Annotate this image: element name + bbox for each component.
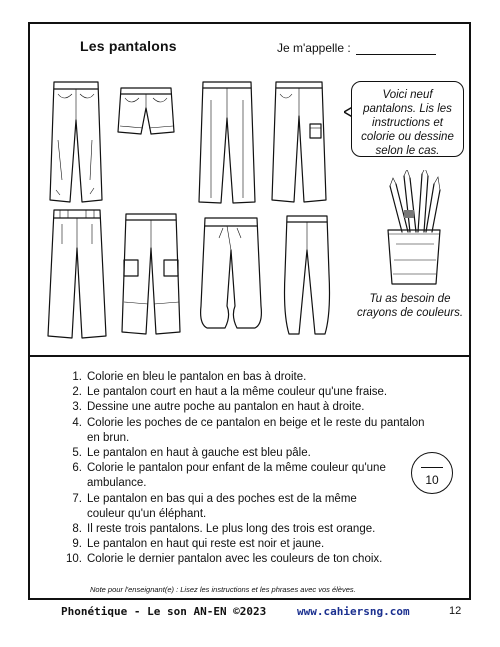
list-item: 8. Il reste trois pantalons. Le plus long des trois est orange. <box>72 523 376 536</box>
footer-title: Phonétique - Le son AN-EN ©2023 <box>61 605 267 618</box>
pants-leggings-bottom-right-icon <box>279 214 335 338</box>
pants-cargo-kids-icon <box>120 212 182 337</box>
list-item: 3. Dessine une autre poche au pantalon en haut à droite. <box>72 401 365 414</box>
name-label: Je m'appelle : <box>277 41 351 55</box>
shorts-icon <box>117 86 175 138</box>
score-total: 10 <box>425 473 439 487</box>
instruction-bubble: Voici neuf pantalons. Lis les instructions et colorie ou dessine selon le cas. <box>351 81 464 157</box>
pants-long-top-left-icon <box>48 80 104 205</box>
list-item: 2. Le pantalon court en haut a la même couleur qu'une fraise. <box>72 386 388 399</box>
page-title: Les pantalons <box>80 38 177 54</box>
name-input-line[interactable] <box>356 54 436 55</box>
footer-link[interactable]: www.cahiersng.com <box>297 605 410 618</box>
list-item: 9. Le pantalon en haut qui reste est noir et jaune. <box>72 538 325 551</box>
teacher-note: Note pour l'enseignant(e) : Lisez les instructions et les phrases avec vos élèves. <box>90 585 356 594</box>
list-item: 6. Colorie le pantalon pour enfant de la même couleur qu'une ambulance. <box>72 462 386 490</box>
page-number: 12 <box>449 605 462 617</box>
list-item: 5. Le pantalon en haut à gauche est bleu pâle. <box>72 447 311 460</box>
list-item: 4. Colorie les poches de ce pantalon en beige et le reste du pantalon en brun. <box>72 416 425 444</box>
pencil-cup-icon <box>376 170 456 288</box>
pants-wide-leg-icon <box>46 208 108 340</box>
list-item: 7. Le pantalon en bas qui a des poches est de la même couleur qu'un éléphant. <box>72 492 357 520</box>
score-badge <box>411 452 453 494</box>
pants-cargo-top-right-icon <box>270 80 328 205</box>
list-item: 1. Colorie en bleu le pantalon en bas à droite. <box>72 371 307 383</box>
list-item: 10. Colorie le dernier pantalon avec les couleurs de ton choix. <box>66 553 383 566</box>
section-divider <box>28 355 471 357</box>
pencil-caption: Tu as besoin de crayons de couleurs. <box>356 293 464 319</box>
pants-straight-icon <box>197 80 257 205</box>
instructions-list <box>60 370 437 568</box>
pants-jogger-icon <box>197 216 265 334</box>
